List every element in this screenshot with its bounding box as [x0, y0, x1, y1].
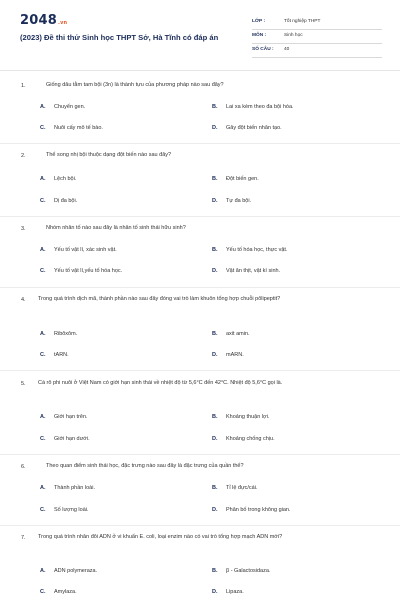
- option-text: Giới hạn trên.: [54, 414, 88, 420]
- option-letter: B.: [212, 247, 218, 253]
- option-letter: C.: [40, 198, 46, 204]
- option-text: Giới hạn dưới.: [54, 436, 90, 442]
- option-letter: A.: [40, 485, 46, 491]
- meta-label: LỚP :: [252, 19, 266, 24]
- option-text: Lệch bội.: [54, 176, 77, 182]
- answer-option[interactable]: [212, 485, 258, 491]
- answer-option[interactable]: [40, 436, 90, 442]
- question-number: 1.: [21, 83, 26, 89]
- option-text: Nuôi cấy mô tế bào.: [54, 125, 103, 131]
- question-text: Thể song nhị bội thuộc dạng đột biến nào sau đây?: [46, 152, 172, 158]
- meta-row-subject: [252, 30, 382, 44]
- option-text: Thành phần loài.: [54, 485, 95, 491]
- page-header: [0, 0, 400, 70]
- question-number: 7.: [21, 535, 26, 541]
- logo-text: 2048: [20, 13, 57, 28]
- document-title: (2023) Đề thi thử Sinh học THPT Sở, Hà Tĩnh có đáp án: [20, 33, 219, 42]
- answer-option[interactable]: [212, 268, 280, 274]
- option-letter: A.: [40, 176, 46, 182]
- option-letter: A.: [40, 247, 46, 253]
- option-letter: C.: [40, 436, 46, 442]
- meta-row-count: [252, 44, 382, 58]
- option-text: Tự đa bội.: [226, 198, 252, 204]
- option-letter: B.: [212, 331, 218, 337]
- question-text: Nhóm nhân tố nào sau đây là nhân tố sinh thái hữu sinh?: [46, 225, 186, 231]
- option-letter: C.: [40, 507, 46, 513]
- option-text: tARN.: [54, 352, 69, 358]
- option-text: Khoảng chống chịu.: [226, 436, 275, 442]
- question-number: 2.: [21, 153, 26, 159]
- option-letter: D.: [212, 589, 218, 595]
- question-divider: [0, 216, 400, 217]
- option-letter: B.: [212, 485, 218, 491]
- answer-option[interactable]: [40, 507, 89, 513]
- option-text: Khoảng thuận lợi.: [226, 414, 270, 420]
- option-letter: B.: [212, 104, 218, 110]
- answer-option[interactable]: [40, 247, 117, 253]
- header-divider: [0, 70, 400, 71]
- option-text: mARN.: [226, 352, 244, 358]
- option-text: Lipaza.: [226, 589, 244, 595]
- meta-value: 40: [284, 47, 290, 52]
- option-letter: D.: [212, 125, 218, 131]
- option-text: β - Galactosidaza.: [226, 568, 271, 574]
- answer-option[interactable]: [40, 198, 77, 204]
- option-text: Ribôxôm.: [54, 331, 78, 337]
- option-letter: C.: [40, 268, 46, 274]
- option-letter: B.: [212, 414, 218, 420]
- option-text: Phân bố trong không gian.: [226, 507, 291, 513]
- question-divider: [0, 143, 400, 144]
- meta-label: MÔN :: [252, 33, 267, 38]
- answer-option[interactable]: [212, 507, 291, 513]
- answer-option[interactable]: [212, 198, 251, 204]
- option-text: Yếu tố hóa học, thực vật.: [226, 247, 288, 253]
- meta-value: Tốt nghiệp THPT: [284, 19, 321, 24]
- question-number: 5.: [21, 381, 26, 387]
- meta-value: Sinh học: [284, 33, 303, 38]
- option-letter: C.: [40, 352, 46, 358]
- answer-option[interactable]: [212, 125, 282, 131]
- answer-option[interactable]: [212, 104, 294, 110]
- option-letter: D.: [212, 268, 218, 274]
- answer-option[interactable]: [40, 125, 103, 131]
- option-text: Số lượng loài.: [54, 507, 89, 513]
- answer-option[interactable]: [212, 352, 244, 358]
- option-text: Lai xa kèm theo đa bội hóa.: [226, 104, 294, 110]
- answer-option[interactable]: [40, 568, 97, 574]
- answer-option[interactable]: [212, 436, 275, 442]
- option-letter: D.: [212, 436, 218, 442]
- option-letter: C.: [40, 125, 46, 131]
- question-text: Cá rô phi nuôi ở Việt Nam có giới hạn sinh thái về nhiệt độ từ 5,6°C đến 42°C. Nhiệt độ 5,6°C gọi là.: [38, 380, 283, 386]
- logo-suffix: .vn: [57, 20, 68, 26]
- question-number: 6.: [21, 464, 26, 470]
- option-letter: D.: [212, 198, 218, 204]
- question-divider: [0, 370, 400, 371]
- option-text: ADN polymeraza.: [54, 568, 98, 574]
- answer-option[interactable]: [212, 176, 259, 182]
- option-text: Vật ăn thịt, vật kí sinh.: [226, 268, 281, 274]
- question-divider: [0, 454, 400, 455]
- option-letter: D.: [212, 352, 218, 358]
- answer-option[interactable]: [40, 331, 77, 337]
- answer-option[interactable]: [212, 414, 269, 420]
- meta-row-grade: [252, 16, 382, 30]
- option-letter: A.: [40, 331, 46, 337]
- answer-option[interactable]: [40, 104, 85, 110]
- option-text: Tỉ lệ đực/cái.: [226, 485, 258, 491]
- answer-option[interactable]: [212, 568, 270, 574]
- question-divider: [0, 287, 400, 288]
- option-letter: B.: [212, 568, 218, 574]
- answer-option[interactable]: [40, 268, 122, 274]
- exam-meta: [252, 16, 382, 58]
- option-letter: A.: [40, 414, 46, 420]
- option-letter: A.: [40, 104, 46, 110]
- option-text: Chuyển gen.: [54, 104, 86, 110]
- answer-option[interactable]: [212, 589, 244, 595]
- question-number: 4.: [21, 297, 26, 303]
- answer-option[interactable]: [40, 485, 95, 491]
- option-text: Dị đa bội.: [54, 198, 78, 204]
- question-number: 3.: [21, 226, 26, 232]
- option-text: Đột biến gen.: [226, 176, 259, 182]
- option-text: Gây đột biến nhân tạo.: [226, 125, 282, 131]
- question-text: Giống dâu tằm tam bội (3n) là thành tựu của phương pháp nào sau đây?: [46, 82, 224, 88]
- question-text: Trong quá trình nhân đôi ADN ở vi khuẩn E. coli, loại enzim nào có vai trò tổng hợp mạch ADN mới?: [38, 534, 283, 540]
- option-letter: D.: [212, 507, 218, 513]
- answer-option[interactable]: [212, 247, 287, 253]
- question-text: Theo quan điểm sinh thái học, đặc trưng nào sau đây là đặc trưng của quần thể?: [46, 463, 244, 469]
- meta-label: SỐ CÂU :: [252, 47, 274, 52]
- option-text: Amylaza.: [54, 589, 77, 595]
- option-text: axit amin.: [226, 331, 250, 337]
- option-text: Yếu tố vật lí,yếu tố hóa học.: [54, 268, 123, 274]
- option-text: Yếu tố vật lí, xác sinh vật.: [54, 247, 117, 253]
- option-letter: C.: [40, 589, 46, 595]
- answer-option[interactable]: [212, 331, 250, 337]
- question-divider: [0, 525, 400, 526]
- question-text: Trong quá trình dịch mã, thành phần nào sau đây đóng vai trò làm khuôn tổng hợp chuỗi pôlipeptit?: [38, 296, 281, 302]
- answer-option[interactable]: [40, 589, 77, 595]
- option-letter: A.: [40, 568, 46, 574]
- site-logo[interactable]: [20, 13, 67, 28]
- answer-option[interactable]: [40, 414, 88, 420]
- answer-option[interactable]: [40, 176, 76, 182]
- answer-option[interactable]: [40, 352, 69, 358]
- option-letter: B.: [212, 176, 218, 182]
